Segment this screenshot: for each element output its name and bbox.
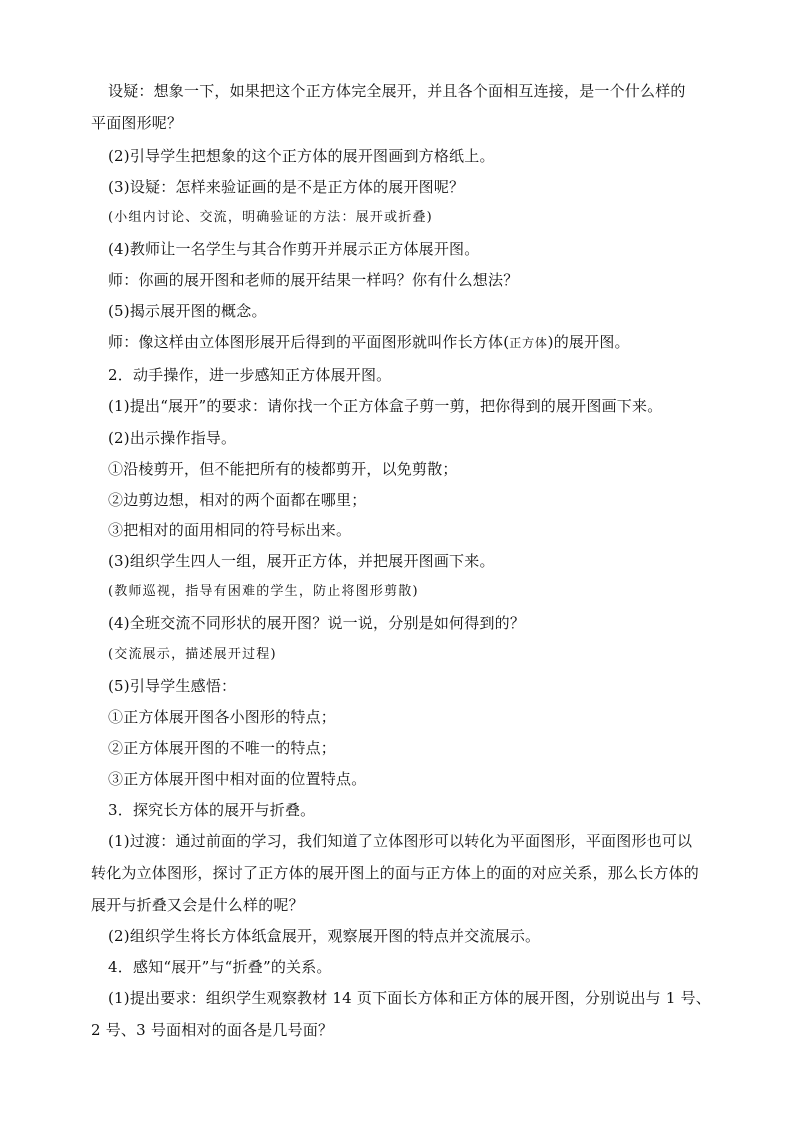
text-line: (3)设疑：怎样来验证画的是不是正方体的展开图呢？ xyxy=(108,178,465,196)
text-line: 设疑：想象一下，如果把这个正方体完全展开，并且各个面相互连接，是一个什么样的 xyxy=(108,82,686,100)
note-line: (交流展示，描述展开过程) xyxy=(108,647,277,662)
inline-note: 正方体 xyxy=(509,336,548,350)
text-line: ①正方体展开图各小图形的特点； xyxy=(108,708,337,726)
text-line: (3)组织学生四人一组，展开正方体，并把展开图画下来。 xyxy=(108,552,495,570)
text-line: (1)提出要求：组织学生观察教材 14 页下面长方体和正方体的展开图，分别说出与 1 号、 xyxy=(108,989,711,1007)
text-line: (4)教师让一名学生与其合作剪开并展示正方体展开图。 xyxy=(108,240,480,258)
text-line: (5)揭示展开图的概念。 xyxy=(108,302,267,320)
text-line: 平面图形呢？ xyxy=(91,114,183,132)
section-heading: 4．感知“展开”与“折叠”的关系。 xyxy=(108,958,332,976)
text-segment: 师：像这样由立体图形展开后得到的平面图形就叫作长方体( xyxy=(108,333,510,351)
text-line: (4)全班交流不同形状的展开图？说一说，分别是如何得到的？ xyxy=(108,614,526,632)
text-line: (2)组织学生将长方体纸盒展开，观察展开图的特点并交流展示。 xyxy=(108,927,541,945)
text-line: ②边剪边想，相对的两个面都在哪里； xyxy=(108,491,367,509)
text-line: (2)出示操作指导。 xyxy=(108,429,237,447)
section-heading: 2．动手操作，进一步感知正方体展开图。 xyxy=(108,366,392,384)
text-line xyxy=(108,332,728,353)
text-line: (2)引导学生把想象的这个正方体的展开图画到方格纸上。 xyxy=(108,147,495,165)
text-line: ②正方体展开图的不唯一的特点； xyxy=(108,739,337,757)
text-line: 师：你画的展开图和老师的展开结果一样吗？你有什么想法？ xyxy=(108,271,519,289)
text-line: 2 号、3 号面相对的面各是几号面？ xyxy=(91,1021,334,1039)
note-line: (教师巡视，指导有困难的学生，防止将图形剪散) xyxy=(108,584,419,599)
text-line: (1)提出“展开”的要求：请你找一个正方体盒子剪一剪，把你得到的展开图画下来。 xyxy=(108,397,663,415)
text-segment: )的展开图。 xyxy=(547,333,630,351)
section-heading: 3．探究长方体的展开与折叠。 xyxy=(108,801,316,819)
note-line: (小组内讨论、交流，明确验证的方法：展开或折叠) xyxy=(108,210,433,225)
text-line: ③正方体展开图中相对面的位置特点。 xyxy=(108,770,367,788)
text-line: (5)引导学生感悟： xyxy=(108,677,237,695)
text-line: ①沿棱剪开，但不能把所有的棱都剪开，以免剪散； xyxy=(108,460,458,478)
text-line: 转化为立体图形，探讨了正方体的展开图上的面与正方体上的面的对应关系，那么长方体的 xyxy=(91,864,700,882)
text-line: ③把相对的面用相同的符号标出来。 xyxy=(108,521,352,539)
text-line: (1)过渡：通过前面的学习，我们知道了立体图形可以转化为平面图形，平面图形也可以 xyxy=(108,832,693,850)
text-line: 展开与折叠又会是什么样的呢？ xyxy=(91,896,304,914)
